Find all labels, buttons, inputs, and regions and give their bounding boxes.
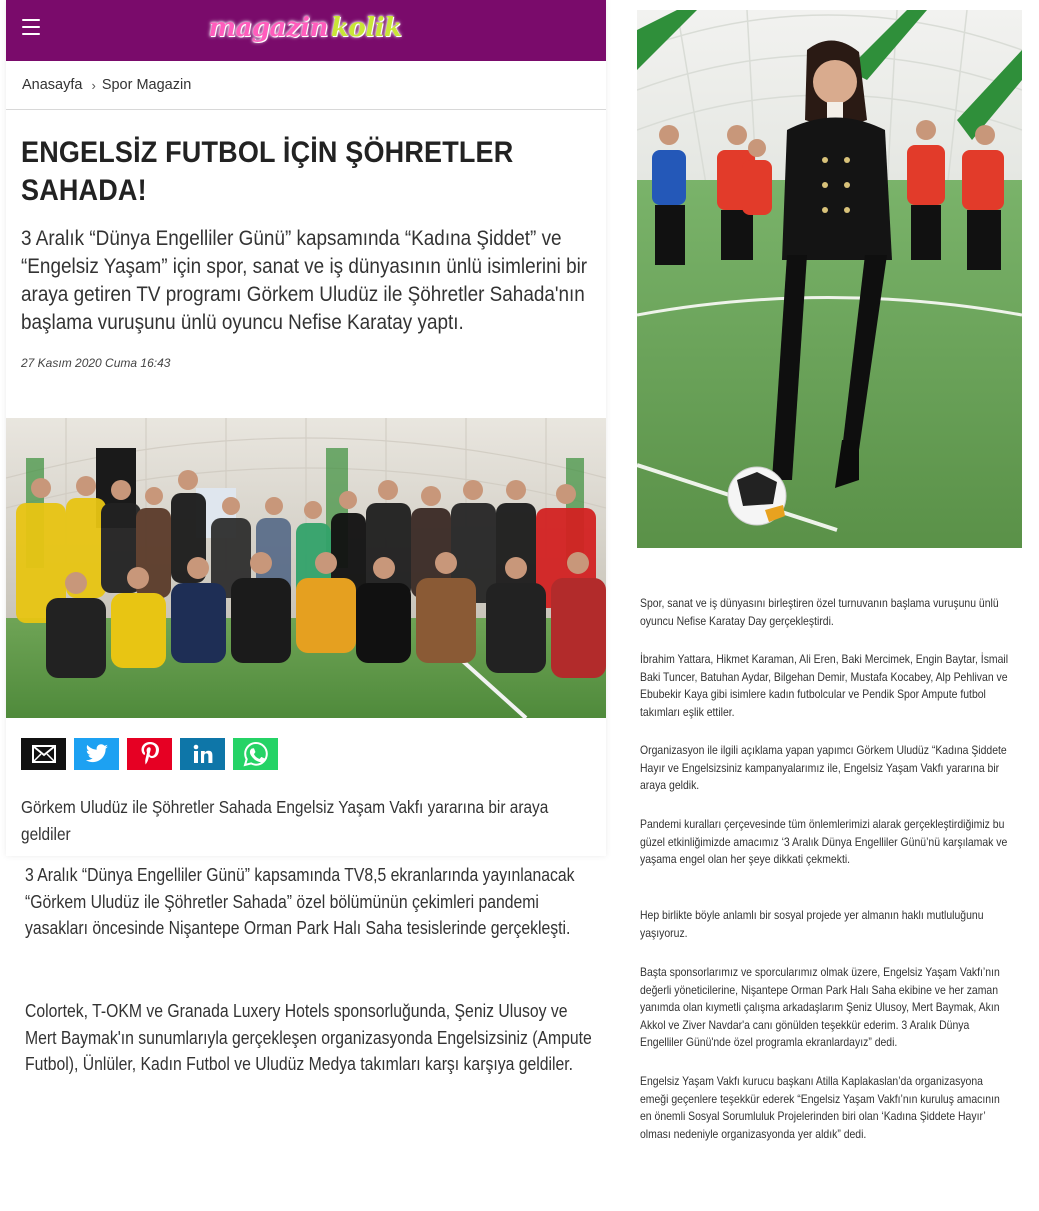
- share-bar: [21, 738, 278, 770]
- whatsapp-share-button[interactable]: [233, 738, 278, 770]
- pinterest-share-button[interactable]: [127, 738, 172, 770]
- share-caption: Görkem Uludüz ile Şöhretler Sahada Engelsiz Yaşam Vakfı yararına bir araya geldiler: [21, 797, 549, 844]
- linkedin-share-button[interactable]: [180, 738, 225, 770]
- side-paragraph-1: Spor, sanat ve iş dünyasını birleştiren özel turnuvanın başlama vuruşunu ünlü oyuncu Nefise Karatay Day gerçekleştirdi.: [640, 596, 999, 628]
- side-paragraph-3: Organizasyon ile ilgili açıklama yapan yapımcı Görkem Uludüz “Kadına Şiddete Hayır ve Engelsizsiniz kampanyalarımız ile, Engelsiz Yaşam Vakfı yararına bir araya geldik.: [640, 743, 1007, 792]
- email-icon: [32, 745, 56, 763]
- breadcrumb-home[interactable]: Anasayfa: [22, 77, 83, 93]
- top-bar: [6, 0, 606, 61]
- pinterest-icon: [140, 742, 160, 766]
- side-paragraph-7: Engelsiz Yaşam Vakfı kurucu başkanı Atilla Kaplakaslan’da organizasyona emeği geçenlere teşekkür ederek “Engelsiz Yaşam Vakfı’nın kuruluş amacının en önemli Sosyal Sorumluluk Projelerinden biri olan ‘Kadına Şiddete Hayır’ olması nedeniyle organizasyonda yer aldık” dedi.: [640, 1074, 1000, 1141]
- body-paragraph-2: Colortek, T-OKM ve Granada Luxery Hotels sponsorluğunda, Şeniz Ulusoy ve Mert Baymak'ın sunumlarıyla gerçekleşen organizasyonda Engelsizsiniz (Ampute Futbol), Ünlüler, Kadın Futbol ve Uludüz Medya takımları karşı karşıya geldiler.: [25, 1001, 592, 1074]
- linkedin-icon: [193, 744, 213, 764]
- side-paragraph-6: Başta sponsorlarımız ve sporcularımız olmak üzere, Engelsiz Yaşam Vakfı’nın değerli yöneticilerine, Nişantepe Orman Park Halı Saha ekibine ve her zaman yanımda olan kıymetli çalışma arkadaşlarım Şeniz Ulusoy, Mert Baymak, Akın Akkol ve Ziver Navdar'a canı gönülden teşekkür ederim. 3 Aralık Dünya Engelliler Günü'nde özel programla ekranlardayız” dedi.: [640, 965, 1000, 1049]
- breadcrumb: [6, 61, 606, 110]
- email-share-button[interactable]: [21, 738, 66, 770]
- twitter-share-button[interactable]: [74, 738, 119, 770]
- whatsapp-icon: [243, 741, 269, 767]
- side-paragraph-4: Pandemi kuralları çerçevesinde tüm önlemlerimizi alarak gerçekleştirdiğimiz bu güzel etkinliğimizde amacımız ‘3 Aralık Dünya Engelliler Günü’nü karşılamak ve yaşama engel olan her şeye dikkati çekmekti.: [640, 817, 1008, 866]
- side-paragraph-2: İbrahim Yattara, Hikmet Karaman, Ali Eren, Baki Mercimek, Engin Baytar, İsmail Baki Tuncer, Batuhan Aydar, Bilgehan Demir, Mustafa Kocabey, Alp Pehlivan ve Ebubekir Kaya gibi isimlere kadın futbolcular ve Pendik Spor Ampute futbol takımları eşlik ettiler.: [640, 652, 1009, 719]
- menu-icon[interactable]: [22, 18, 40, 36]
- site-logo[interactable]: [210, 8, 400, 48]
- breadcrumb-category[interactable]: Spor Magazin: [101, 77, 192, 93]
- article-date: 27 Kasım 2020 Cuma 16:43: [21, 356, 171, 370]
- team-photo: [6, 418, 606, 718]
- side-paragraph-5: Hep birlikte böyle anlamlı bir sosyal projede yer almanın haklı mutluluğunu yaşıyoruz.: [640, 908, 984, 940]
- article-column: [6, 0, 606, 856]
- article-lead: 3 Aralık “Dünya Engelliler Günü” kapsamında “Kadına Şiddet” ve “Engelsiz Yaşam” için spor, sanat ve iş dünyasının ünlü isimlerini bir araya getiren TV programı Görkem Uludüz ile Şöhretler Sahada'nın başlama vuruşunu ünlü oyuncu Nefise Karatay yaptı.: [21, 226, 588, 334]
- article-title: ENGELSİZ FUTBOL İÇİN ŞÖHRETLER SAHADA!: [21, 136, 514, 207]
- kickoff-photo: [637, 10, 1022, 548]
- twitter-icon: [85, 744, 109, 764]
- logo-text-1: magazin: [208, 13, 328, 43]
- logo-text-2: kolik: [330, 13, 402, 43]
- body-paragraph-1: 3 Aralık “Dünya Engelliler Günü” kapsamında TV8,5 ekranlarında yayınlanacak “Görkem Uludüz ile Şöhretler Sahada” özel bölümünün çekimleri pandemi yasakları öncesinde Nişantepe Orman Park Halı Saha tesislerinde gerçekleşti.: [25, 865, 575, 938]
- breadcrumb-separator: ›: [91, 77, 96, 93]
